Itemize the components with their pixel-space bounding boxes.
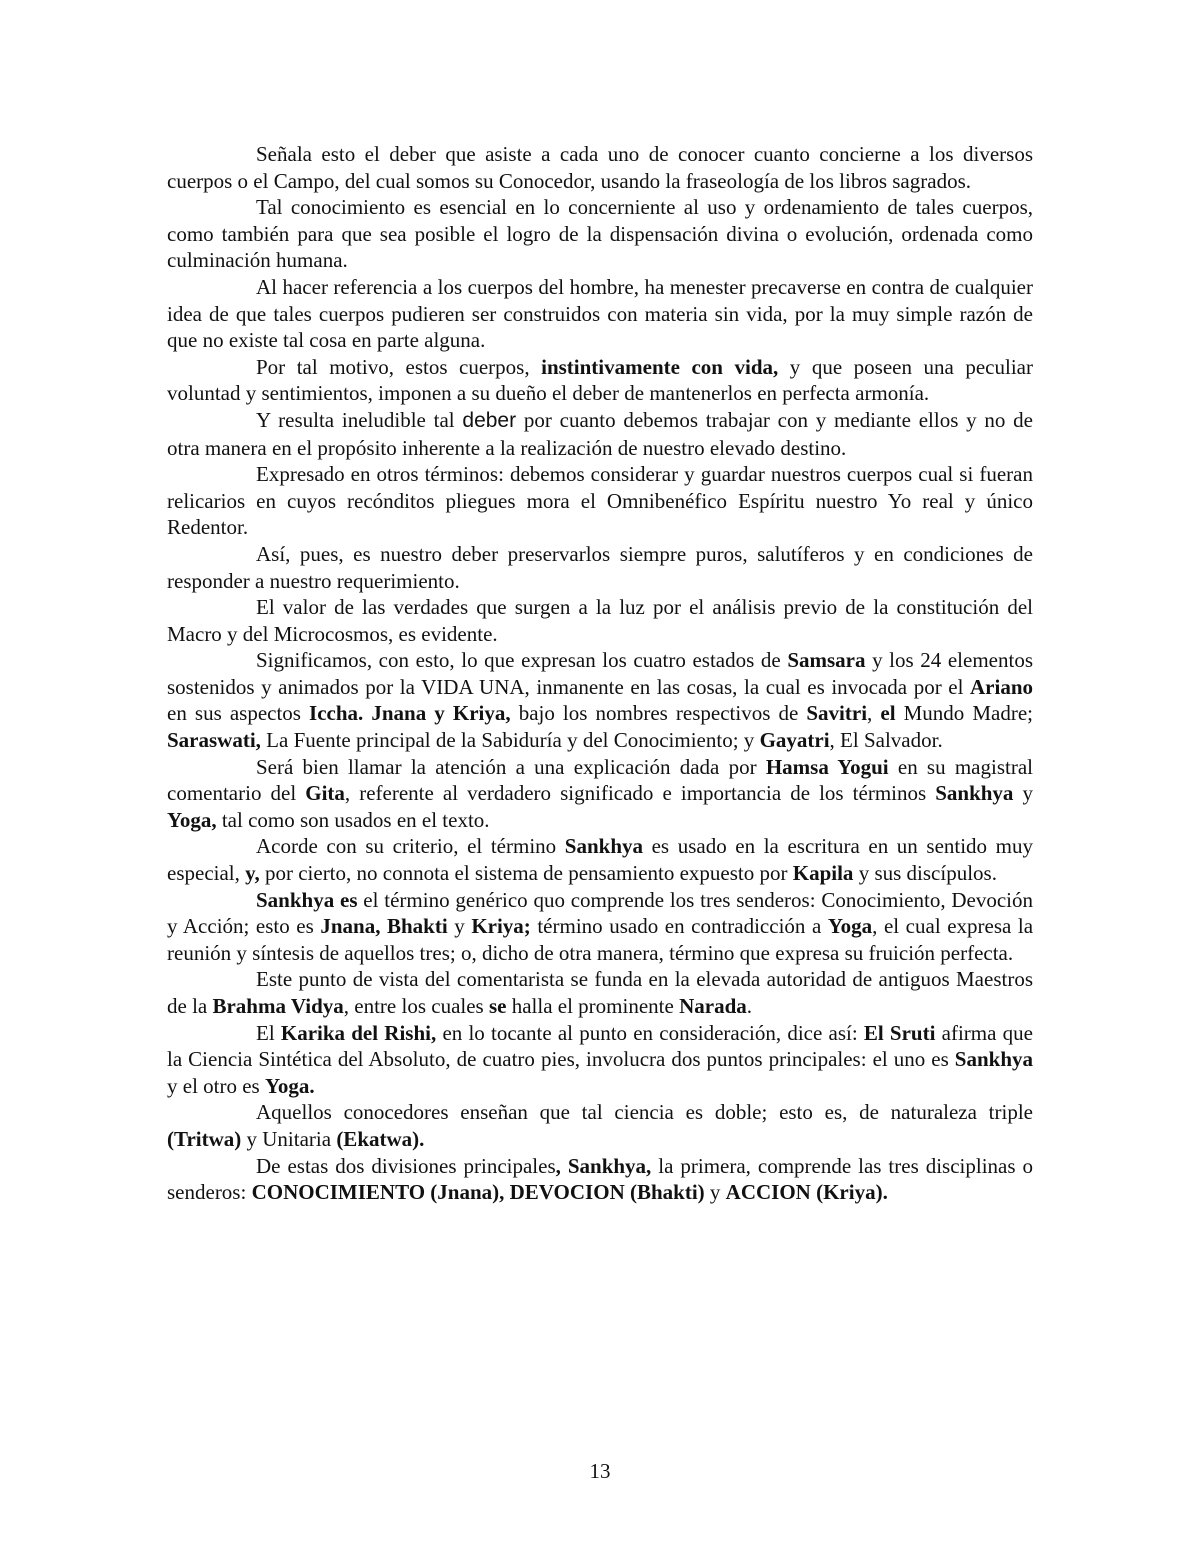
bold-text: Brahma Vidya <box>212 994 344 1018</box>
paragraph <box>167 966 1033 1019</box>
bold-text: Sankhya es <box>256 887 358 912</box>
text-span: El valor de las verdades que surgen a la luz por el análisis previo de la constitución del Macro y del Microcosmos, es evidente. <box>167 595 1033 646</box>
body-text <box>167 141 1033 1206</box>
bold-text: Gita <box>305 781 345 806</box>
paragraph <box>167 407 1033 461</box>
text-span: , referente al verdadero significado e importancia de los términos <box>344 781 936 806</box>
paragraph <box>167 141 1033 194</box>
paragraph <box>167 194 1033 274</box>
text-span: halla el prominente <box>506 994 680 1018</box>
text-span: La Fuente principal de la Sabiduría y del Conocimiento; y <box>260 728 760 753</box>
bold-text: Yoga <box>827 914 873 939</box>
bold-text: ACCION (Kriya). <box>725 1180 888 1205</box>
text-span: Mundo Madre; <box>895 701 1033 726</box>
paragraph <box>167 354 1033 407</box>
text-span: Aquellos conocedores enseñan que tal ciencia es doble; esto es, de naturaleza triple <box>256 1100 1033 1125</box>
bold-text: Sankhya <box>564 834 643 859</box>
paragraph <box>167 274 1033 354</box>
text-span: en su magistral comentario del <box>167 754 1033 806</box>
bold-text: Kapila <box>792 861 854 886</box>
text-span: Tal conocimiento es esencial en lo concerniente al uso y ordenamiento de tales cuerpos, como también para que sea posible el logro de la dispensación divina o evolución, ordenada como culminación humana. <box>167 195 1033 273</box>
text-span: , el cual expresa la reunión y síntesis de aquellos tres; o, dicho de otra manera, término que expresa su fruición perfecta. <box>167 914 1034 965</box>
text-span: , El Salvador. <box>829 728 943 753</box>
text-span: y <box>704 1180 726 1205</box>
text-span: afirma que la Ciencia Sintética del Absoluto, de cuatro pies, involucra dos puntos principales: el uno es <box>167 1020 1033 1072</box>
text-span: y los 24 elementos sostenidos y animados por la VIDA UNA, inmanente en las cosas, la cual es invocada por el <box>167 648 1034 699</box>
bold-text: Karika del Rishi, <box>280 1020 437 1045</box>
bold-text: el <box>880 701 896 726</box>
text-span: Señala esto el deber que asiste a cada uno de conocer cuanto concierne a los diversos cuerpos o el Campo, del cual somos su Conocedor, usando la fraseología de los libros sagrados. <box>167 142 1033 193</box>
text-span: , <box>867 701 881 726</box>
paragraph <box>167 461 1033 541</box>
paragraph <box>167 541 1033 594</box>
bold-text: Narada <box>679 994 747 1018</box>
bold-text: Jnana, Bhakti <box>320 914 448 939</box>
text-span: la primera, comprende las tres disciplinas o senderos: <box>167 1153 1034 1205</box>
page-number: 13 <box>589 1459 611 1483</box>
text-span: es usado en la escritura en un sentido muy especial, <box>167 834 1033 886</box>
bold-text: , Sankhya, <box>555 1153 652 1178</box>
bold-text: Yoga, <box>167 807 217 832</box>
text-span: De estas dos divisiones principales <box>256 1153 556 1178</box>
text-span: El <box>256 1020 281 1045</box>
text-span: y sus discípulos. <box>853 861 997 886</box>
text-span: y <box>447 914 472 939</box>
text-span: y que poseen una peculiar voluntad y sentimientos, imponen a su dueño el deber de mantenerlos en perfecta armonía. <box>167 354 1033 406</box>
text-span: y <box>1013 781 1033 806</box>
bold-text: Sankhya <box>954 1047 1033 1072</box>
text-span: y el otro es <box>167 1073 265 1098</box>
text-span: bajo los nombres respectivos de <box>510 701 807 726</box>
bold-text: Iccha. Jnana y Kriya, <box>309 701 511 726</box>
text-span: el término genérico quo comprende los tres senderos: Conocimiento, Devoción y Acción; esto es <box>167 887 1033 939</box>
paragraph <box>167 1099 1033 1152</box>
bold-text: Sankhya <box>935 781 1014 806</box>
text-span: tal como son usados en el texto. <box>216 807 490 832</box>
paragraph <box>167 887 1033 967</box>
paragraph <box>167 833 1033 886</box>
paragraph <box>167 594 1033 647</box>
bold-text: Saraswati, <box>167 728 261 753</box>
bold-text: y, <box>245 861 260 886</box>
bold-text: Hamsa Yogui <box>765 754 889 779</box>
bold-text: CONOCIMIENTO (Jnana), DEVOCION (Bhakti) <box>251 1180 705 1205</box>
text-span: término usado en contradicción a <box>530 914 828 939</box>
text-span: Expresado en otros términos: debemos considerar y guardar nuestros cuerpos cual si fueran relicarios en cuyos recónditos pliegues mora el Omnibenéfico Espíritu nuestro Yo real y único Redentor. <box>167 462 1033 540</box>
text-span: por cuanto debemos trabajar con y mediante ellos y no de otra manera en el propósito inherente a la realización de nuestro elevado destino. <box>167 407 1033 460</box>
bold-text: Yoga. <box>264 1073 315 1098</box>
text-span: . <box>746 994 752 1018</box>
paragraph <box>167 1020 1033 1100</box>
paragraph <box>167 1153 1033 1206</box>
paragraph <box>167 647 1033 753</box>
bold-text: (Tritwa) <box>167 1126 242 1151</box>
text-span: Y resulta ineludible tal <box>256 407 463 432</box>
text-span: Será bien llamar la atención a una explicación dada por <box>256 754 766 779</box>
text-span: Así, pues, es nuestro deber preservarlos siempre puros, salutíferos y en condiciones de responder a nuestro requerimiento. <box>167 541 1033 593</box>
bold-text: Ariano <box>970 674 1033 699</box>
text-span: Por tal motivo, estos cuerpos, <box>256 354 542 379</box>
text-span: Este punto de vista del comentarista se funda en la elevada autoridad de antiguos Maestros de la <box>167 967 1033 1018</box>
text-span: en lo tocante al punto en consideración, dice así: <box>436 1020 864 1045</box>
bold-text: (Ekatwa). <box>336 1126 425 1151</box>
bold-text: instintivamente con vida, <box>541 354 779 379</box>
text-span: deber <box>462 408 517 432</box>
bold-text: Kriya; <box>471 914 531 939</box>
bold-text: Samsara <box>787 648 866 673</box>
paragraph <box>167 754 1033 834</box>
bold-text: El Sruti <box>863 1020 936 1045</box>
text-span: Acorde con su criterio, el término <box>256 834 565 859</box>
text-span: por cierto, no connota el sistema de pensamiento expuesto por <box>259 861 793 886</box>
text-span: Al hacer referencia a los cuerpos del hombre, ha menester precaverse en contra de cualquier idea de que tales cuerpos pudieren ser construidos con materia sin vida, por la muy simple razón de que no existe tal cosa en parte alguna. <box>167 274 1033 353</box>
bold-text: Gayatri <box>759 728 830 753</box>
text-span: Significamos, con esto, lo que expresan los cuatro estados de <box>256 648 788 673</box>
bold-text: Savitri <box>806 701 868 726</box>
text-span: en sus aspectos <box>167 701 310 726</box>
text-span: y Unitaria <box>241 1126 337 1151</box>
text-span: , entre los cuales <box>343 994 489 1018</box>
bold-text: se <box>488 994 507 1018</box>
